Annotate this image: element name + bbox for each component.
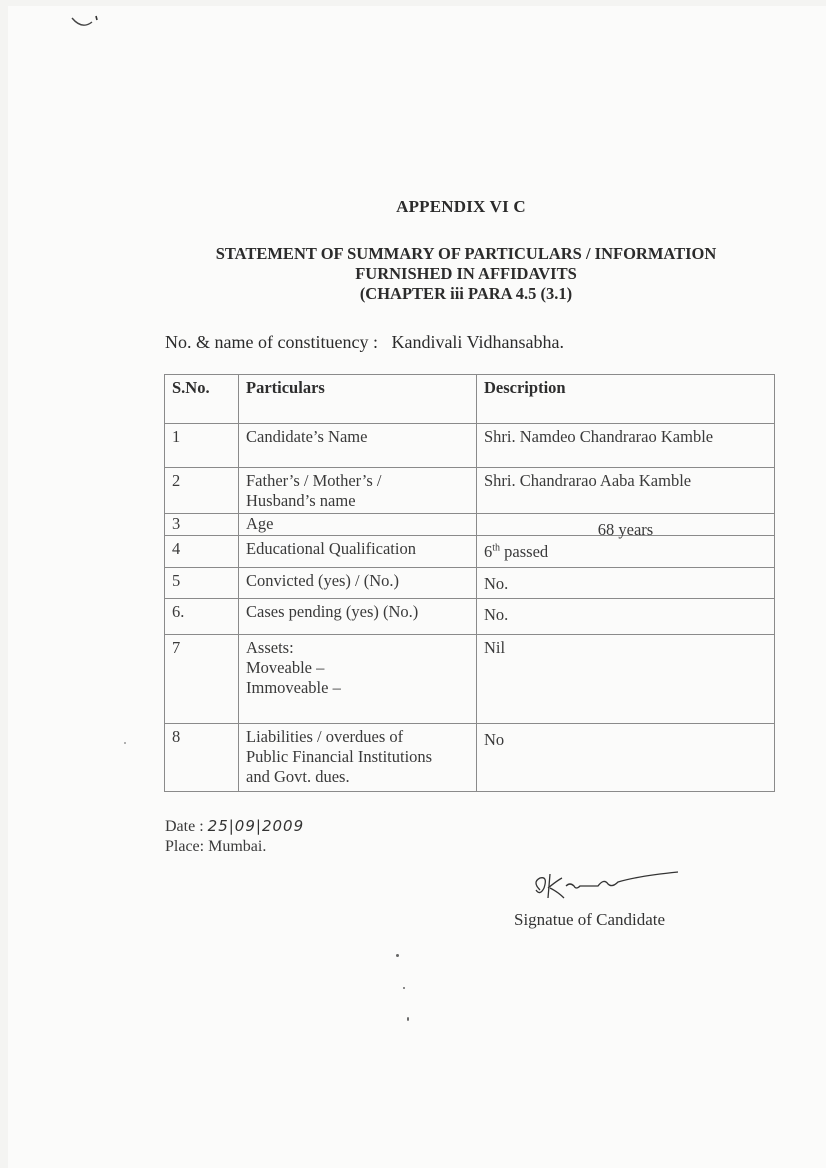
place-label: Place: bbox=[165, 838, 205, 855]
cell-description bbox=[477, 536, 775, 568]
particulars-line: Immoveable – bbox=[246, 678, 341, 697]
table-row bbox=[165, 536, 775, 568]
cell-particulars bbox=[239, 599, 477, 635]
particulars-line: Cases pending (yes) (No.) bbox=[246, 602, 419, 621]
particulars-line: Liabilities / overdues of bbox=[246, 727, 404, 746]
particulars-line: Father’s / Mother’s / bbox=[246, 471, 382, 490]
cell-sno: 5 bbox=[165, 568, 239, 599]
particulars-line: Moveable – bbox=[246, 658, 325, 677]
statement-title-line-3: (CHAPTER iii PARA 4.5 (3.1) bbox=[359, 284, 573, 303]
statement-title-line-1: STATEMENT OF SUMMARY OF PARTICULARS / INFORMATION bbox=[215, 244, 717, 263]
cell-sno: 7 bbox=[165, 635, 239, 724]
cell-description: No. bbox=[477, 568, 775, 599]
scan-speck bbox=[407, 1017, 409, 1021]
document-page bbox=[8, 6, 826, 1168]
constituency-line bbox=[165, 332, 564, 353]
particulars-line: Husband’s name bbox=[246, 491, 356, 510]
constituency-value: Kandivali Vidhansabha. bbox=[391, 332, 564, 352]
header-sno: S.No. bbox=[165, 375, 239, 424]
cell-sno: 8 bbox=[165, 724, 239, 792]
particulars-line: and Govt. dues. bbox=[246, 767, 350, 786]
particulars-line: Assets: bbox=[246, 638, 294, 657]
date-value: 25|09|2009 bbox=[207, 817, 305, 835]
qualification-number: 6 bbox=[484, 542, 493, 561]
header-description: Description bbox=[477, 375, 775, 424]
table-row bbox=[165, 514, 775, 536]
table-row bbox=[165, 599, 775, 635]
constituency-label: No. & name of constituency : bbox=[165, 332, 378, 352]
signature-label: Signatue of Candidate bbox=[514, 910, 666, 929]
header-particulars: Particulars bbox=[239, 375, 477, 424]
statement-title bbox=[158, 244, 774, 304]
cell-particulars bbox=[239, 635, 477, 724]
scan-speck bbox=[124, 742, 126, 744]
signature-icon bbox=[528, 868, 688, 908]
particulars-line: Age bbox=[246, 514, 274, 533]
cell-description: No. bbox=[477, 599, 775, 635]
scan-speck bbox=[396, 954, 399, 957]
table-row bbox=[165, 724, 775, 792]
date-label: Date : bbox=[165, 818, 204, 835]
age-value: 68 years bbox=[597, 520, 654, 539]
cell-sno: 1 bbox=[165, 424, 239, 468]
table-row bbox=[165, 635, 775, 724]
cell-description bbox=[477, 514, 775, 539]
table-row bbox=[165, 424, 775, 468]
cell-sno: 4 bbox=[165, 536, 239, 568]
cell-sno: 3 bbox=[165, 514, 239, 536]
table-row bbox=[165, 568, 775, 599]
cell-sno: 2 bbox=[165, 468, 239, 514]
cell-particulars bbox=[239, 468, 477, 514]
qualification-suffix: th bbox=[492, 542, 501, 554]
particulars-table bbox=[164, 374, 775, 792]
particulars-line: Public Financial Institutions bbox=[246, 747, 433, 766]
cell-description: Shri. Namdeo Chandrarao Kamble bbox=[477, 424, 775, 468]
particulars-line: Educational Qualification bbox=[246, 539, 416, 558]
table-row bbox=[165, 468, 775, 514]
cell-particulars bbox=[239, 424, 477, 468]
appendix-title: APPENDIX VI C bbox=[396, 197, 526, 216]
cell-description: No bbox=[477, 724, 775, 792]
cell-particulars bbox=[239, 724, 477, 792]
date-line bbox=[165, 817, 304, 836]
cell-description: Shri. Chandrarao Aaba Kamble bbox=[477, 468, 775, 514]
particulars-line: Convicted (yes) / (No.) bbox=[246, 571, 400, 590]
cell-particulars bbox=[239, 514, 477, 536]
table-header-row bbox=[165, 375, 775, 424]
cell-particulars bbox=[239, 536, 477, 568]
particulars-line: Candidate’s Name bbox=[246, 427, 368, 446]
scan-speck bbox=[403, 987, 405, 989]
pen-mark-icon bbox=[70, 14, 100, 32]
statement-title-line-2: FURNISHED IN AFFIDAVITS bbox=[355, 264, 577, 283]
qualification-text: passed bbox=[500, 542, 549, 561]
cell-sno: 6. bbox=[165, 599, 239, 635]
cell-particulars bbox=[239, 568, 477, 599]
place-line bbox=[165, 838, 266, 856]
place-value: Mumbai. bbox=[208, 838, 267, 855]
cell-description: Nil bbox=[477, 635, 775, 724]
